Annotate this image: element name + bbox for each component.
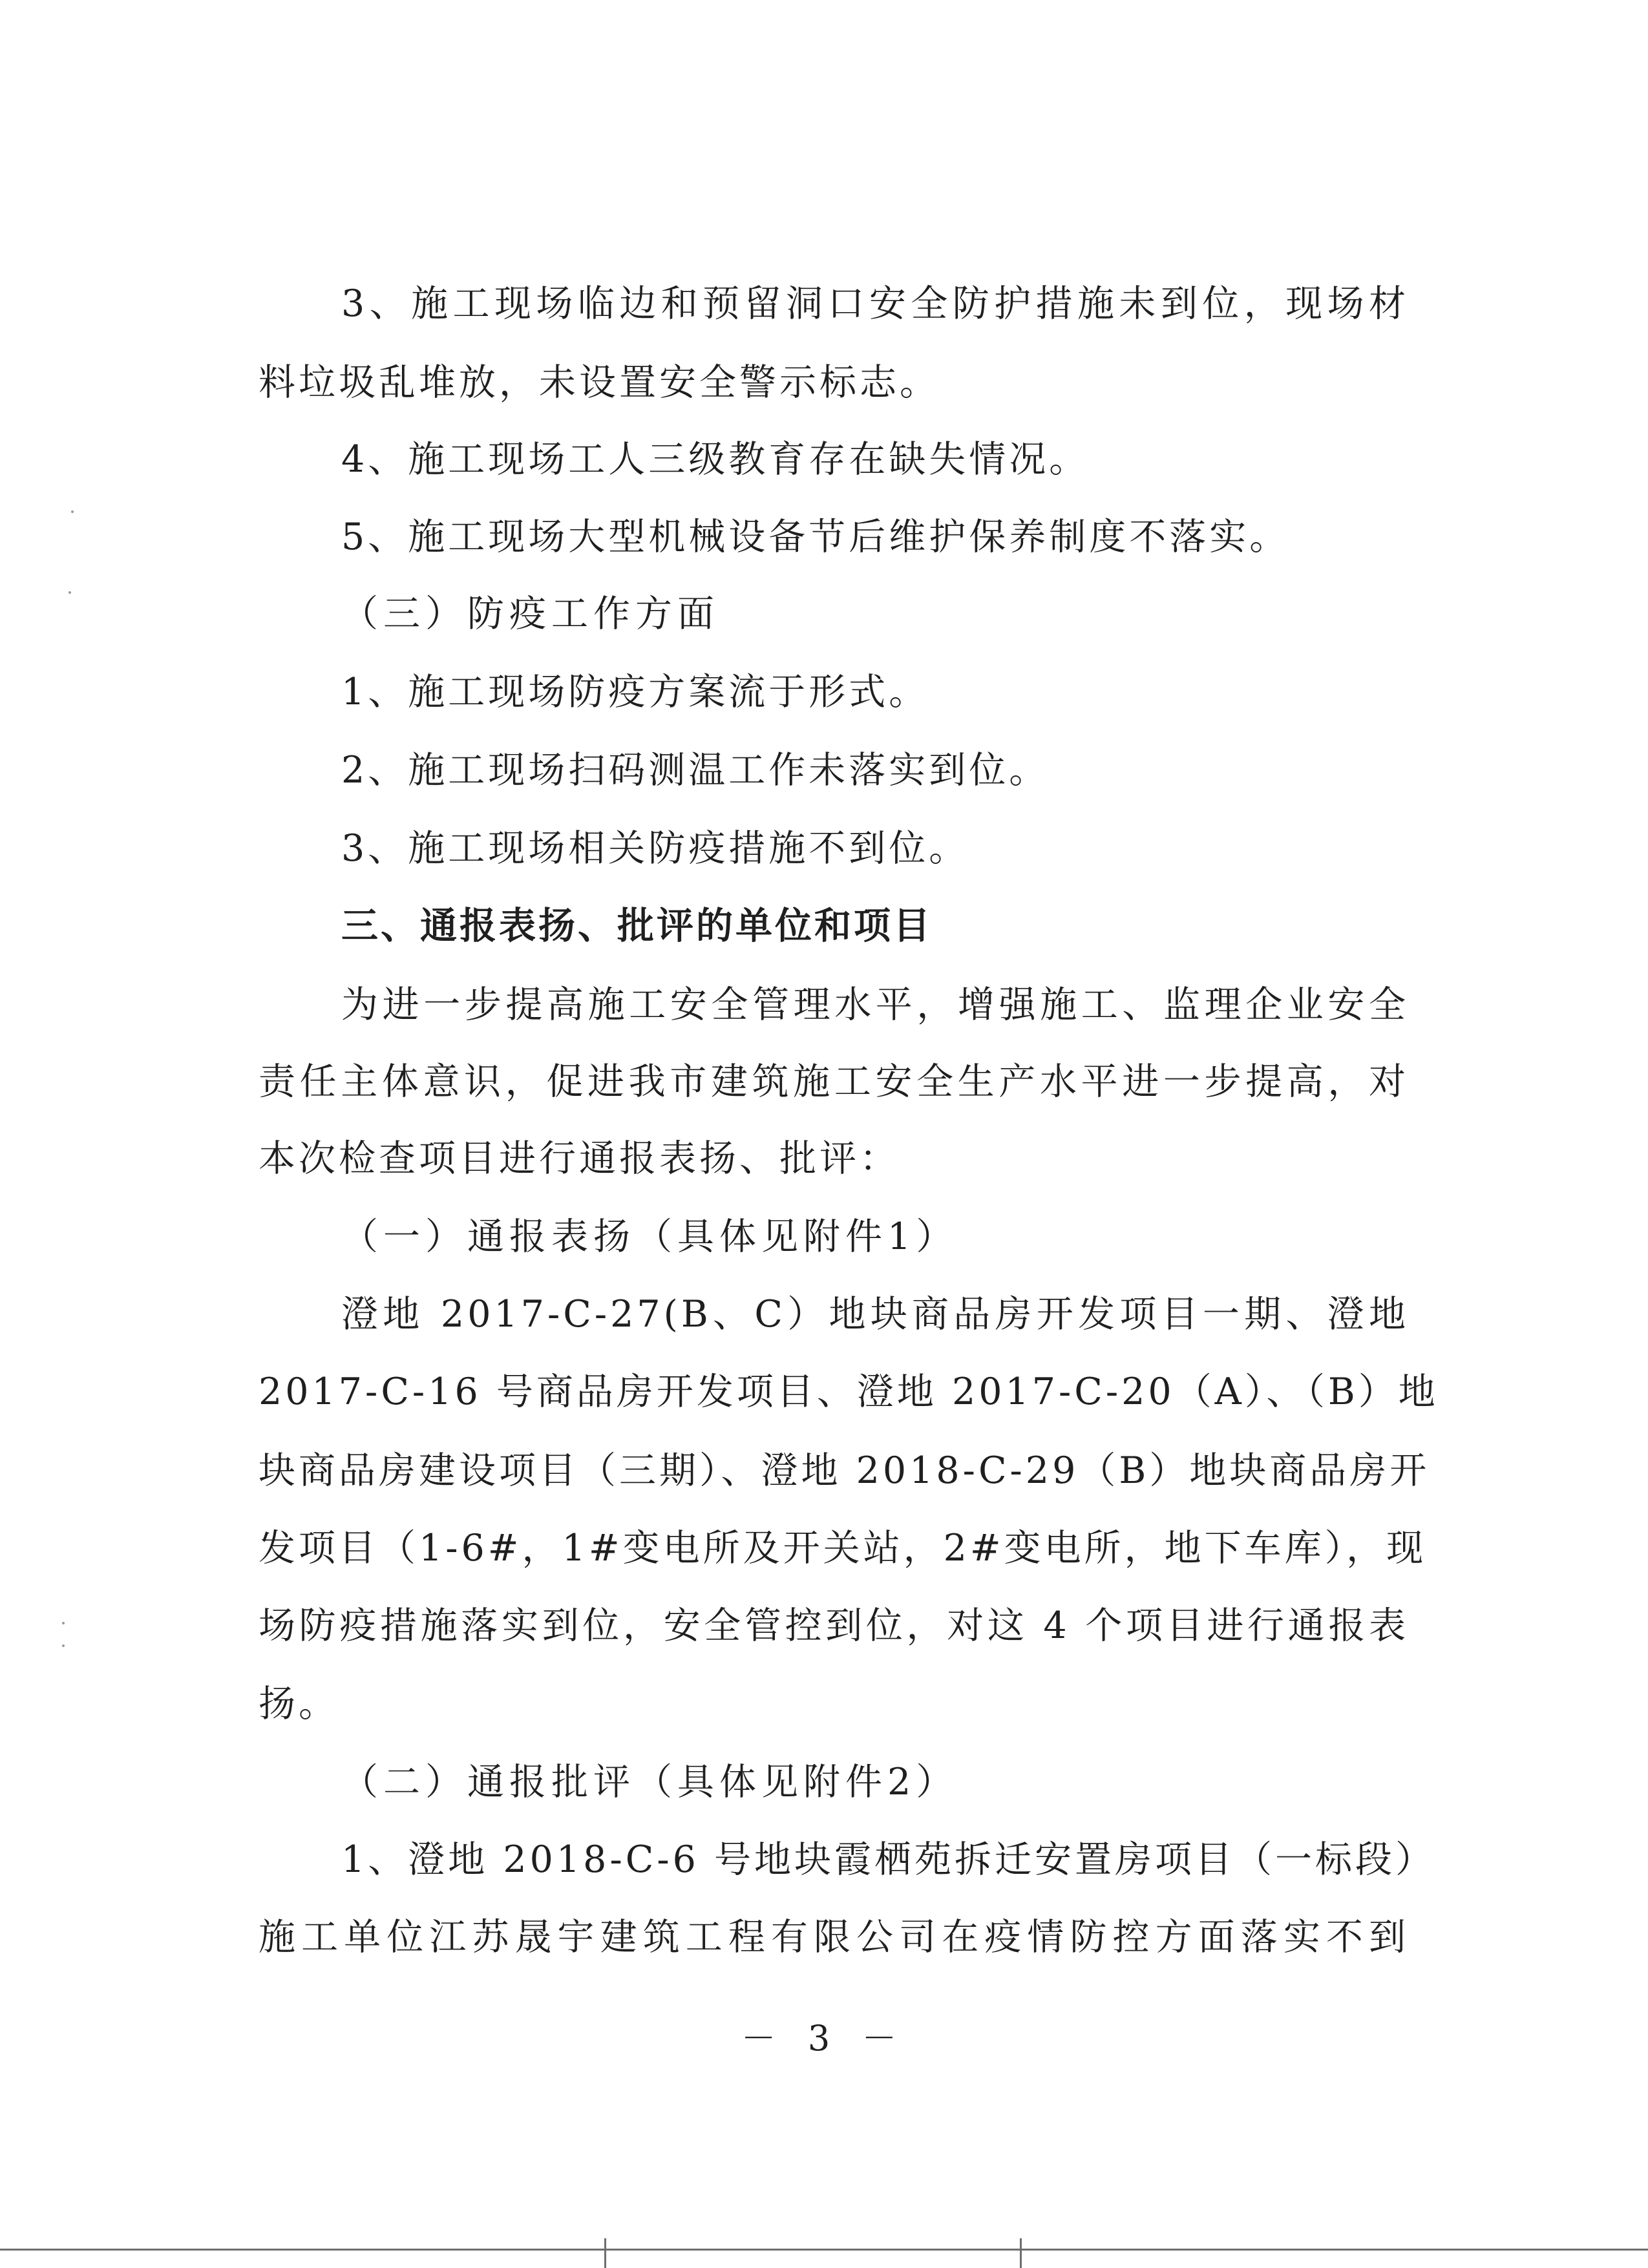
paragraph-line: 扬。 — [259, 1683, 339, 1725]
paragraph-line: 2、施工现场扫码测温工作未落实到位。 — [341, 749, 1050, 792]
paragraph-line: 3、施工现场相关防疫措施不到位。 — [341, 827, 969, 870]
paragraph-line: 料垃圾乱堆放，未设置安全警示标志。 — [259, 361, 940, 404]
paragraph-line: 2017-C-16 号商品房开发项目、澄地 2017-C-20（A）、（B）地 — [259, 1370, 1439, 1413]
section-heading: 三、通报表扬、批评的单位和项目 — [341, 905, 933, 947]
scan-speck — [62, 1644, 65, 1647]
paragraph-line: 本次检查项目进行通报表扬、批评： — [259, 1137, 900, 1180]
scan-speck — [71, 510, 74, 513]
bottom-border-tick — [604, 2238, 606, 2268]
bottom-border-line — [0, 2249, 1648, 2251]
section-subheading: （二）通报批评（具体见附件2） — [341, 1761, 958, 1803]
paragraph-line: 3、施工现场临边和预留洞口安全防护措施未到位，现场材 — [341, 282, 1409, 325]
paragraph-line: 为进一步提高施工安全管理水平，增强施工、监理企业安全 — [341, 983, 1409, 1026]
paragraph-line: 场防疫措施落实到位，安全管控到位，对这 4 个项目进行通报表 — [259, 1604, 1409, 1647]
section-subheading: （三）防疫工作方面 — [341, 593, 719, 635]
paragraph-line: 1、澄地 2018-C-6 号地块霞栖苑拆迁安置房项目（一标段） — [341, 1838, 1435, 1881]
paragraph-line: 发项目（1-6#，1#变电所及开关站，2#变电所，地下车库），现 — [259, 1527, 1427, 1570]
scan-speck — [69, 591, 71, 594]
paragraph-line: 5、施工现场大型机械设备节后维护保养制度不落实。 — [341, 516, 1290, 558]
scan-speck — [62, 1622, 65, 1624]
paragraph-line: 1、施工现场防疫方案流于形式。 — [341, 671, 929, 713]
paragraph-line: 4、施工现场工人三级教育存在缺失情况。 — [341, 438, 1090, 481]
page-number: － 3 － — [741, 2018, 907, 2059]
paragraph-line: 澄地 2017-C-27(B、C）地块商品房开发项目一期、澄地 — [341, 1293, 1409, 1336]
paragraph-line: 块商品房建设项目（三期）、澄地 2018-C-29（B）地块商品房开 — [259, 1449, 1430, 1492]
paragraph-line: 责任主体意识，促进我市建筑施工安全生产水平进一步提高，对 — [259, 1060, 1409, 1103]
bottom-border-tick — [1020, 2238, 1022, 2268]
paragraph-line: 施工单位江苏晟宇建筑工程有限公司在疫情防控方面落实不到 — [259, 1916, 1409, 1958]
section-subheading: （一）通报表扬（具体见附件1） — [341, 1215, 958, 1258]
